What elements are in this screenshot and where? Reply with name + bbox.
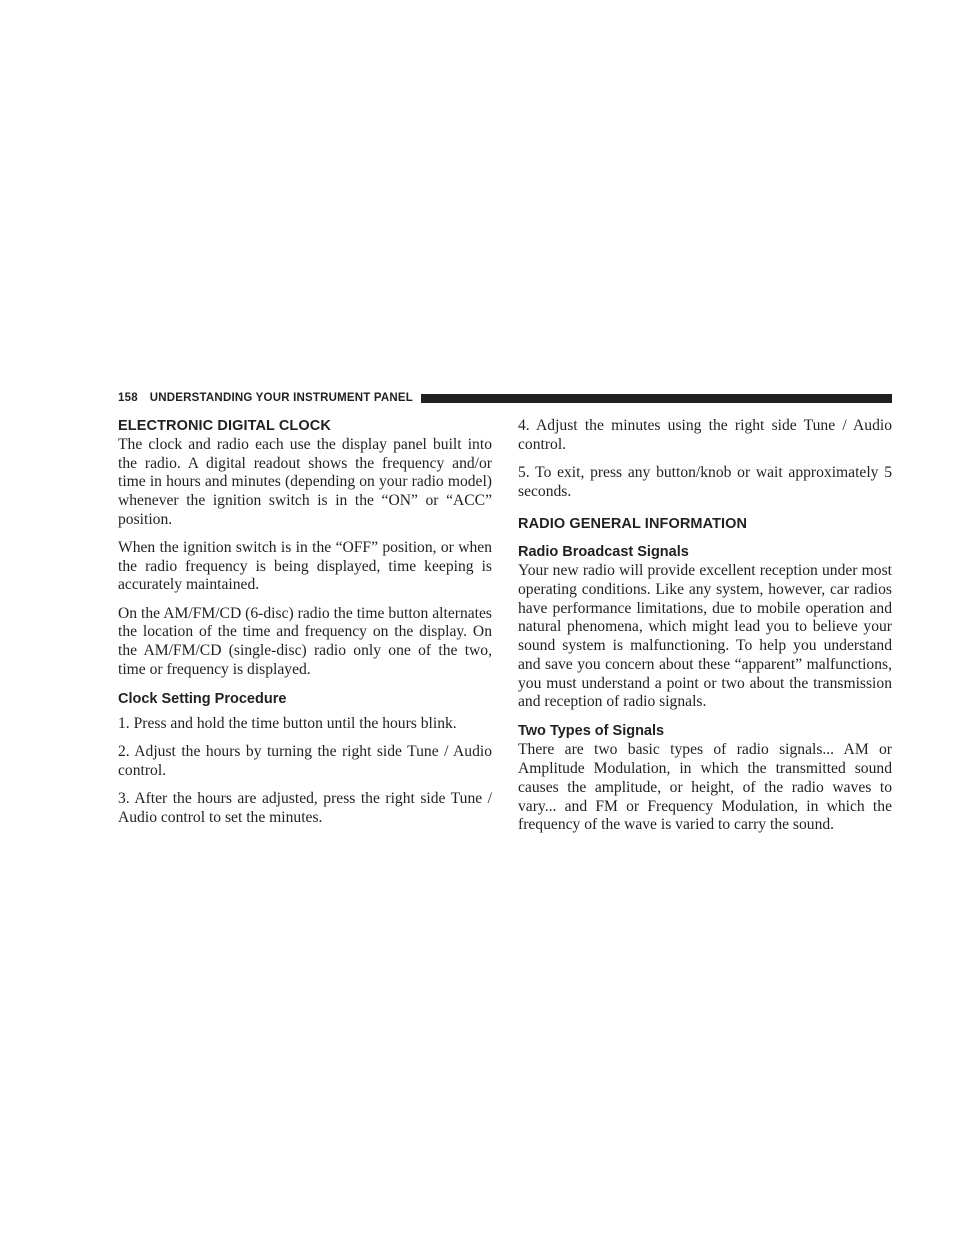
page-number: 158: [118, 392, 138, 404]
right-column: [518, 416, 892, 835]
clock-paragraph-3: On the AM/FM/CD (6-disc) radio the time button alternates the location of the time and frequency on the display. On the AM/FM/CD (single-disc) radio only one of the two, time or frequency is displayed.: [118, 604, 492, 678]
procedure-step-3: 3. After the hours are adjusted, press the right side Tune / Audio control to set the minutes.: [118, 790, 492, 826]
broadcast-signals-text: Your new radio will provide excellent reception under most operating conditions. Like any system, however, car radios have performance limitations, due to mobile operation and natural phenomena, which might lead you to believe your sound system is malfunctioning. To help you understand and save you concern about these “apparent” malfunctions, you must understand a point or two about the transmission and reception of radio signals.: [518, 562, 892, 711]
clock-paragraph-1: The clock and radio each use the display panel built into the radio. A digital readout shows the frequency and/or time in hours and minutes (depending on your radio model) whenever the ignition switch is in the “ON” or “ACC” position.: [118, 436, 492, 528]
clock-paragraph-2: When the ignition switch is in the “OFF” position, or when the radio frequency is being displayed, time keeping is accurately maintained.: [118, 539, 492, 594]
header-rule: [421, 394, 892, 403]
procedure-heading: Clock Setting Procedure: [118, 690, 287, 707]
running-section-title: UNDERSTANDING YOUR INSTRUMENT PANEL: [149, 392, 413, 404]
signal-types-text: There are two basic types of radio signals... AM or Amplitude Modulation, in which the transmitted sound causes the amplitude, or height, of the radio waves to vary... and FM or Frequency Modulation, in which the frequency of the wave is varied to carry the sound.: [518, 741, 892, 834]
broadcast-signals-heading: Radio Broadcast Signals: [518, 544, 689, 561]
procedure-step-5: 5. To exit, press any button/knob or wait approximately 5 seconds.: [518, 463, 892, 500]
page-header: [118, 390, 892, 406]
radio-info-heading: RADIO GENERAL INFORMATION: [518, 516, 748, 533]
clock-heading: ELECTRONIC DIGITAL CLOCK: [118, 418, 331, 434]
procedure-step-1: 1. Press and hold the time button until the hours blink.: [118, 714, 457, 732]
left-column: [118, 416, 492, 827]
signal-types-heading: Two Types of Signals: [518, 723, 665, 740]
procedure-step-4: 4. Adjust the minutes using the right side Tune / Audio control.: [518, 417, 892, 453]
procedure-step-2: 2. Adjust the hours by turning the right side Tune / Audio control.: [118, 743, 492, 779]
